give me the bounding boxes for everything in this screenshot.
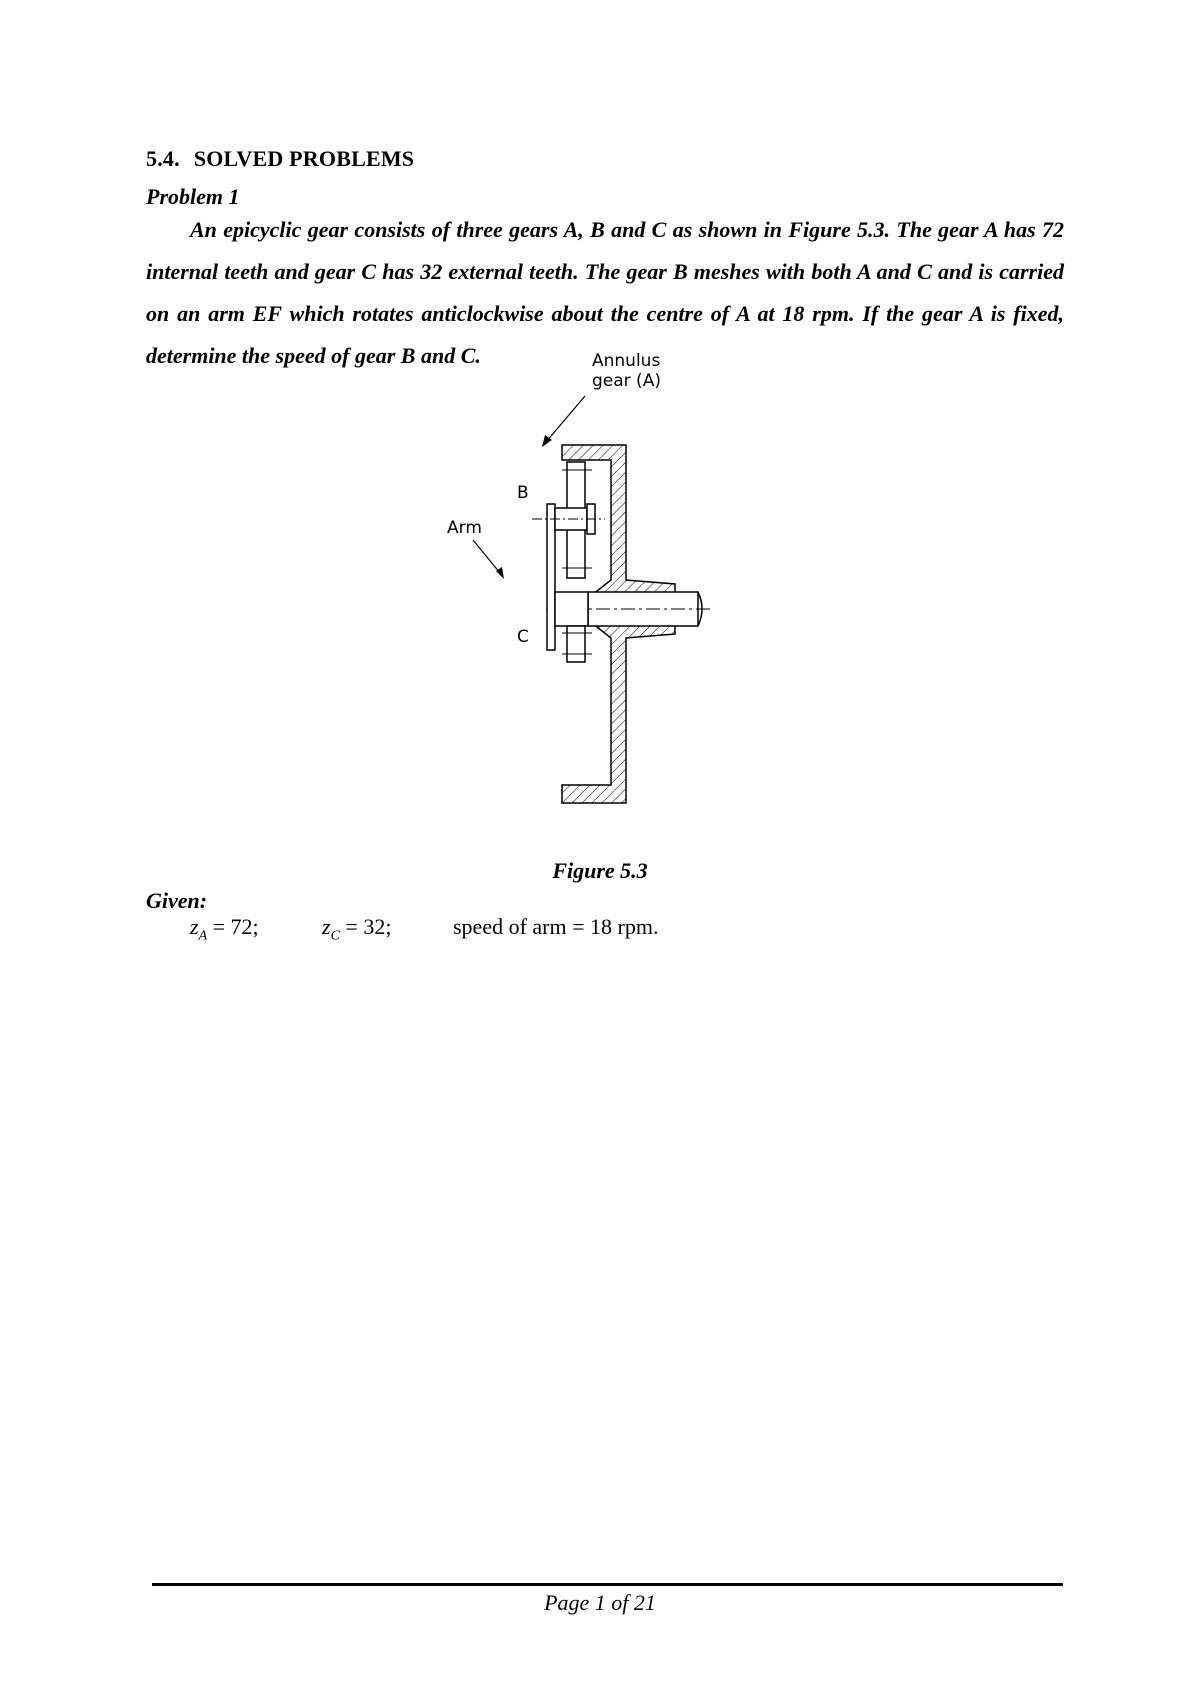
annulus-label-line1: Annulus	[592, 351, 661, 371]
zc-symbol: z	[322, 914, 331, 939]
gear-c-label: C	[517, 627, 529, 647]
problem-statement: An epicyclic gear consists of three gears A, B and C as shown in Figure 5.3. The gear A has 72 internal teeth and gear C has 32 external teeth. The gear B meshes with both A and C and is carried on an arm EF which rotates anticlockwise about the centre of A at 18 rpm. If the gear A is fixed, determine the speed of gear B and C.	[146, 217, 1064, 368]
arm-leader-line	[473, 540, 500, 573]
gear-b-label: B	[517, 483, 529, 503]
figure-5-3	[447, 351, 740, 840]
given-za	[190, 914, 259, 944]
problem-label: Problem 1	[146, 184, 240, 209]
arm-plate	[547, 504, 555, 650]
page-number: Page 1 of 21	[544, 1590, 656, 1615]
zc-subscript: C	[330, 928, 340, 944]
gear-c-body	[567, 626, 585, 662]
footer-rule	[152, 1583, 1063, 1586]
section-number: 5.4.	[146, 146, 180, 171]
section-heading	[146, 146, 414, 172]
annulus-label-line2: gear (A)	[592, 371, 661, 391]
given-arm-speed: speed of arm = 18 rpm.	[453, 914, 659, 939]
section-title: SOLVED PROBLEMS	[193, 146, 415, 171]
epicyclic-gear-drawing	[447, 351, 740, 840]
given-label: Given:	[146, 888, 208, 913]
figure-caption: Figure 5.3	[552, 858, 648, 883]
zc-value: = 32;	[339, 914, 392, 939]
za-symbol: z	[190, 914, 199, 939]
za-subscript: A	[198, 928, 208, 944]
arm-label: Arm	[447, 518, 482, 538]
annulus-leader-line	[546, 396, 585, 442]
za-value: = 72;	[207, 914, 259, 939]
arm-hub	[555, 592, 588, 626]
given-zc	[322, 914, 391, 944]
